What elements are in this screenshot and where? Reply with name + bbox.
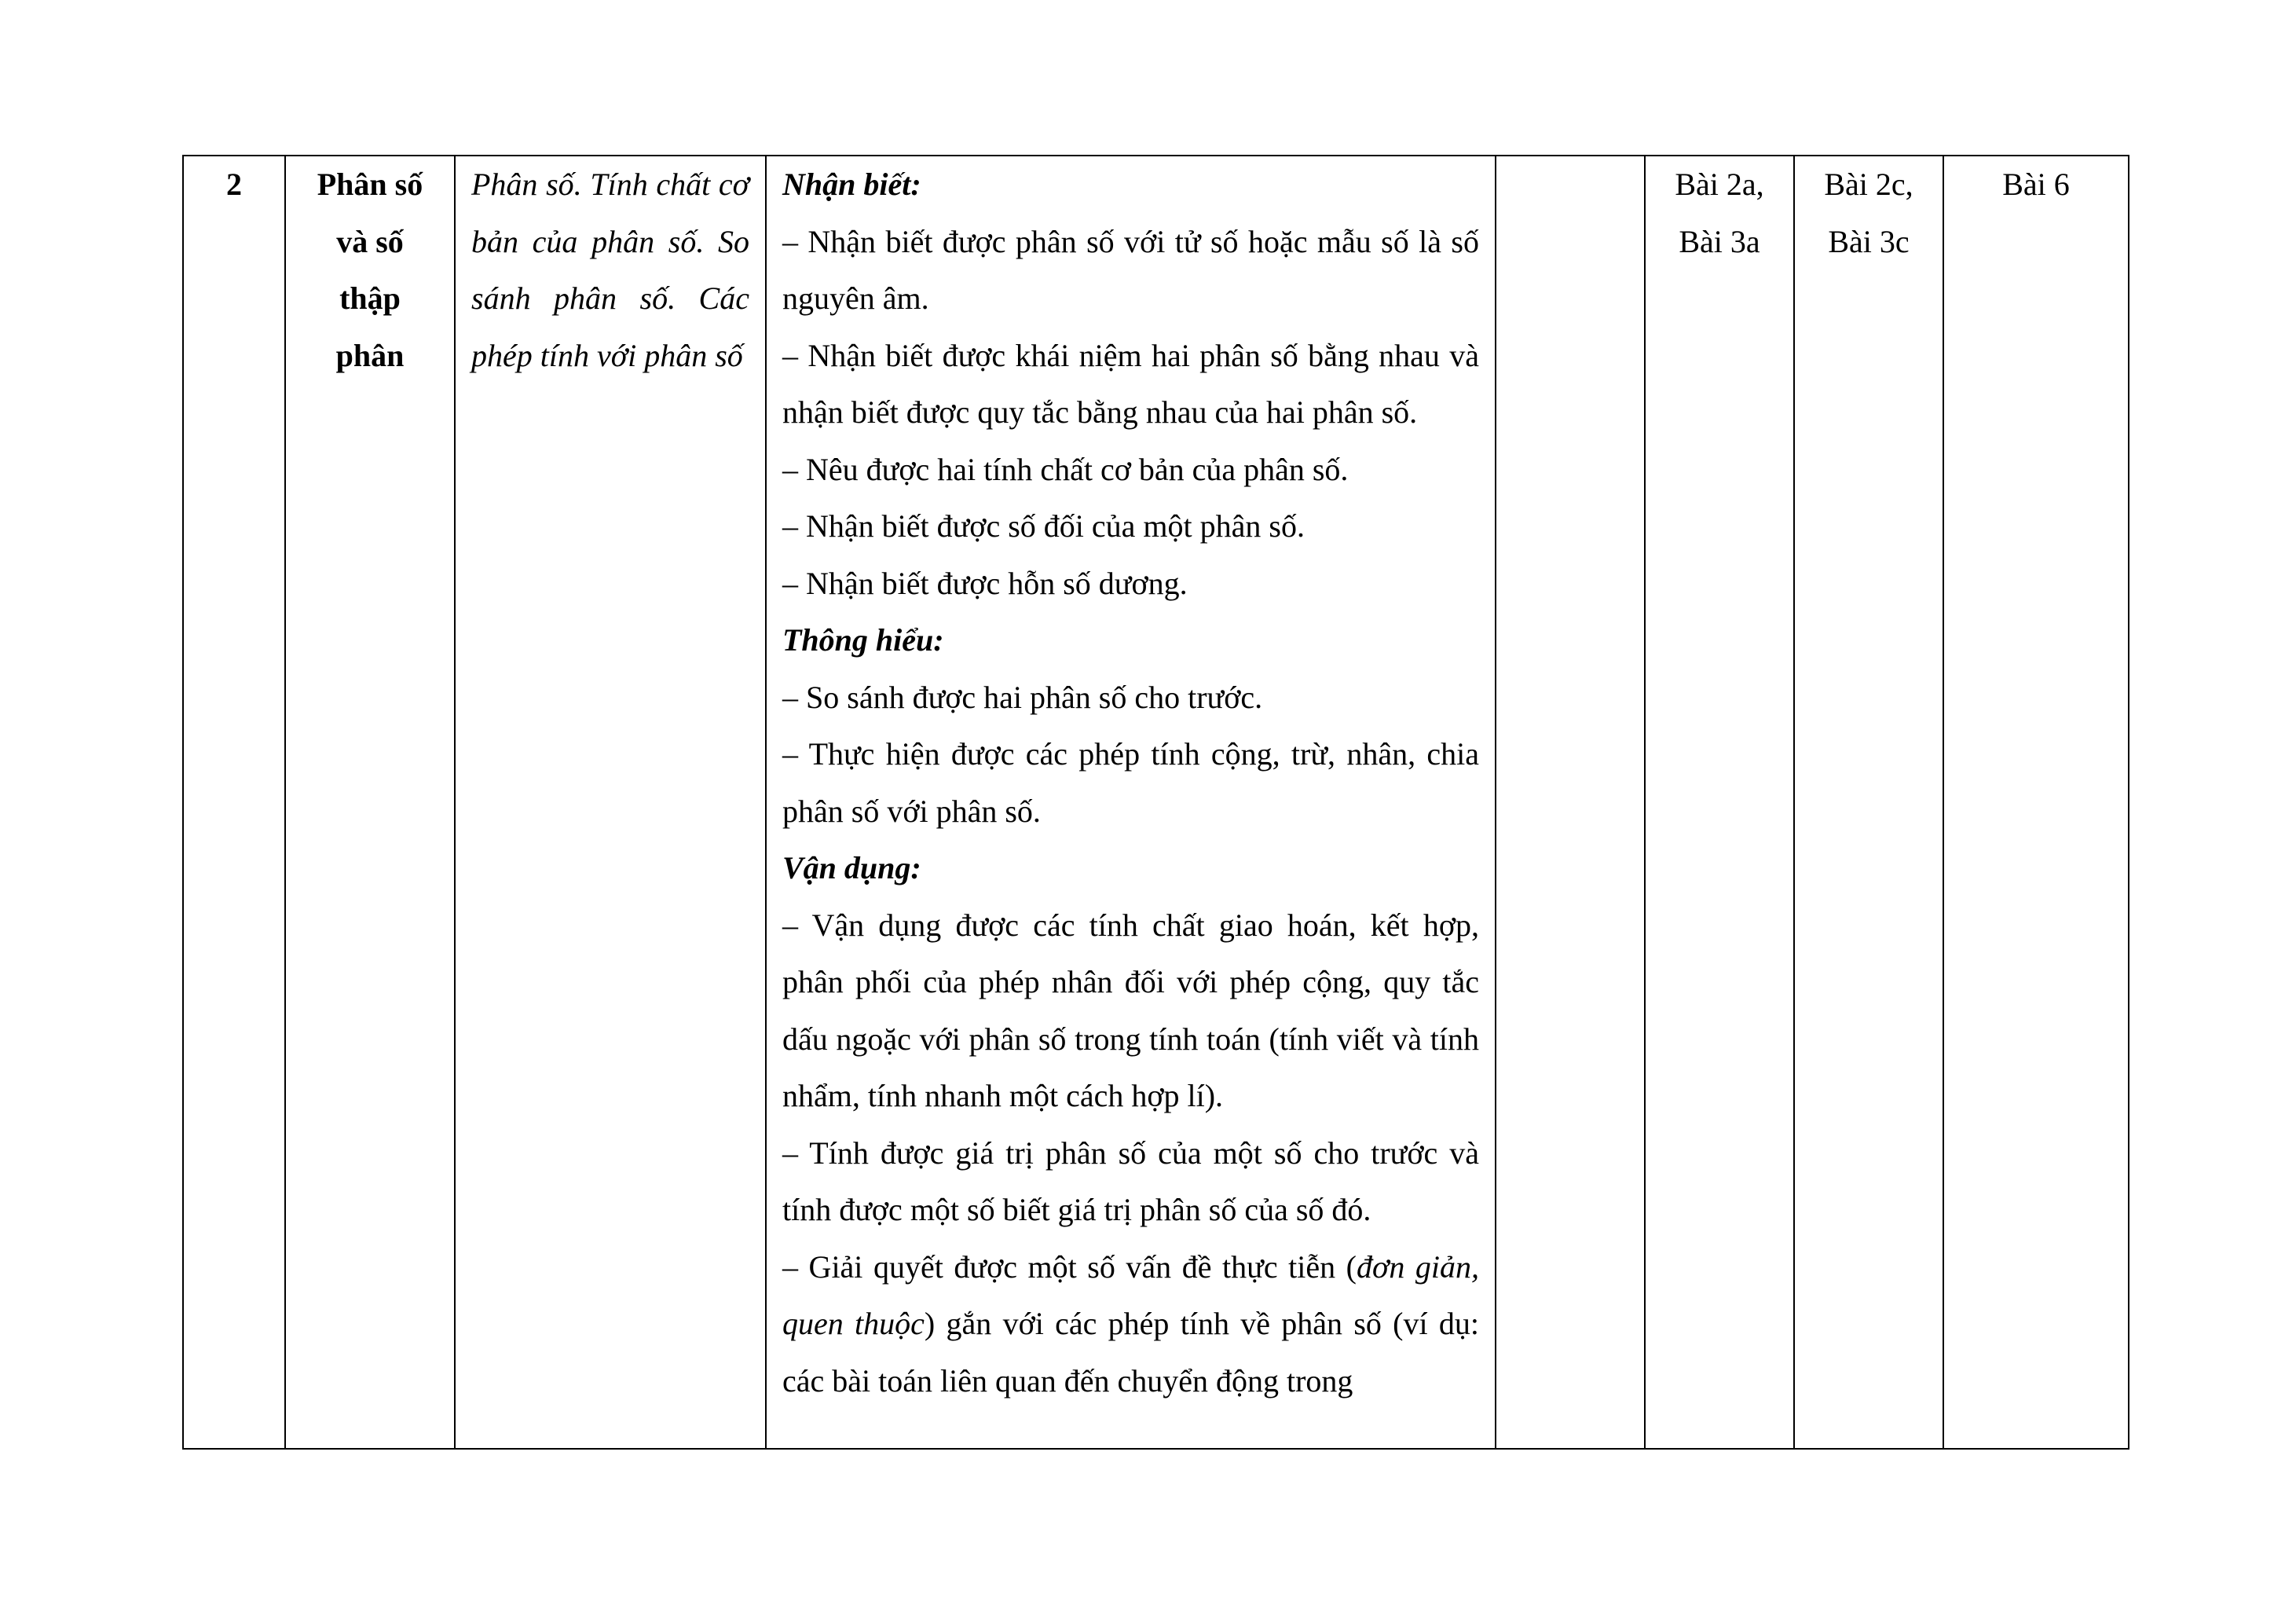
exercise-ref: Bài 3c — [1828, 223, 1910, 259]
requirement-item: – Nhận biết được khái niệm hai phân số bằng nhau và nhận biết được quy tắc bằng nhau của hai phân số. — [782, 337, 1479, 430]
requirement-item: – Nêu được hai tính chất cơ bản của phân số. — [782, 451, 1349, 487]
requirement-item: – Nhận biết được hỗn số dương. — [782, 565, 1188, 601]
requirement-item: – Vận dụng được các tính chất giao hoán, kết hợp, phân phối của phép nhân đối với phép cộng, quy tắc dấu ngoặc với phân số trong tính toán (tính viết và tính nhẩm, tính nhanh một cách hợp lí). — [782, 907, 1479, 1113]
requirement-text: ) gắn với các phép tính về phân số (ví dụ: các bài toán liên quan đến chuyển động trong — [782, 1306, 1480, 1399]
topic-cell — [285, 156, 455, 1449]
topic-line: thập — [339, 280, 401, 316]
table-row — [183, 156, 2129, 1449]
requirement-text: – Giải quyết được một số vấn đề thực tiễn ( — [782, 1248, 1357, 1285]
requirement-item: – So sánh được hai phân số cho trước. — [782, 679, 1263, 715]
topic-line: Phân số — [317, 167, 423, 202]
row-number: 2 — [226, 167, 242, 202]
content-text: Phân số. Tính chất cơ bản của phân số. So sánh phân số. Các phép tính với phân số — [471, 167, 749, 373]
requirement-item: – Nhận biết được phân số với tử số hoặc mẫu số là số nguyên âm. — [782, 223, 1479, 316]
content-cell — [455, 156, 766, 1449]
level3-cell — [1794, 156, 1943, 1449]
topic-line: và số — [336, 223, 404, 259]
requirements-cell — [766, 156, 1496, 1449]
level1-cell — [1496, 156, 1645, 1449]
level-heading: Nhận biết: — [782, 167, 921, 202]
exercise-ref: Bài 2c, — [1824, 167, 1913, 202]
row-number-cell — [183, 156, 285, 1449]
requirement-item — [782, 1239, 1479, 1410]
level-heading: Vận dụng: — [782, 850, 921, 885]
level2-cell — [1645, 156, 1794, 1449]
requirement-emphasis: đơn giản, quen thuộc — [782, 1248, 1479, 1341]
requirement-item: – Thực hiện được các phép tính cộng, trừ, nhân, chia phân số với phân số. — [782, 736, 1479, 829]
requirement-item: – Tính được giá trị phân số của một số cho trước và tính được một số biết giá trị phân số của số đó. — [782, 1135, 1479, 1227]
exercise-ref: Bài 6 — [2002, 167, 2070, 202]
level-heading: Thông hiểu: — [782, 622, 944, 658]
requirement-item: – Nhận biết được số đối của một phân số. — [782, 508, 1305, 544]
topic-line: phân — [335, 337, 405, 373]
assessment-matrix-table — [182, 155, 2129, 1450]
exercise-ref: Bài 3a — [1679, 223, 1760, 259]
exercise-ref: Bài 2a, — [1675, 167, 1764, 202]
level4-cell — [1943, 156, 2129, 1449]
